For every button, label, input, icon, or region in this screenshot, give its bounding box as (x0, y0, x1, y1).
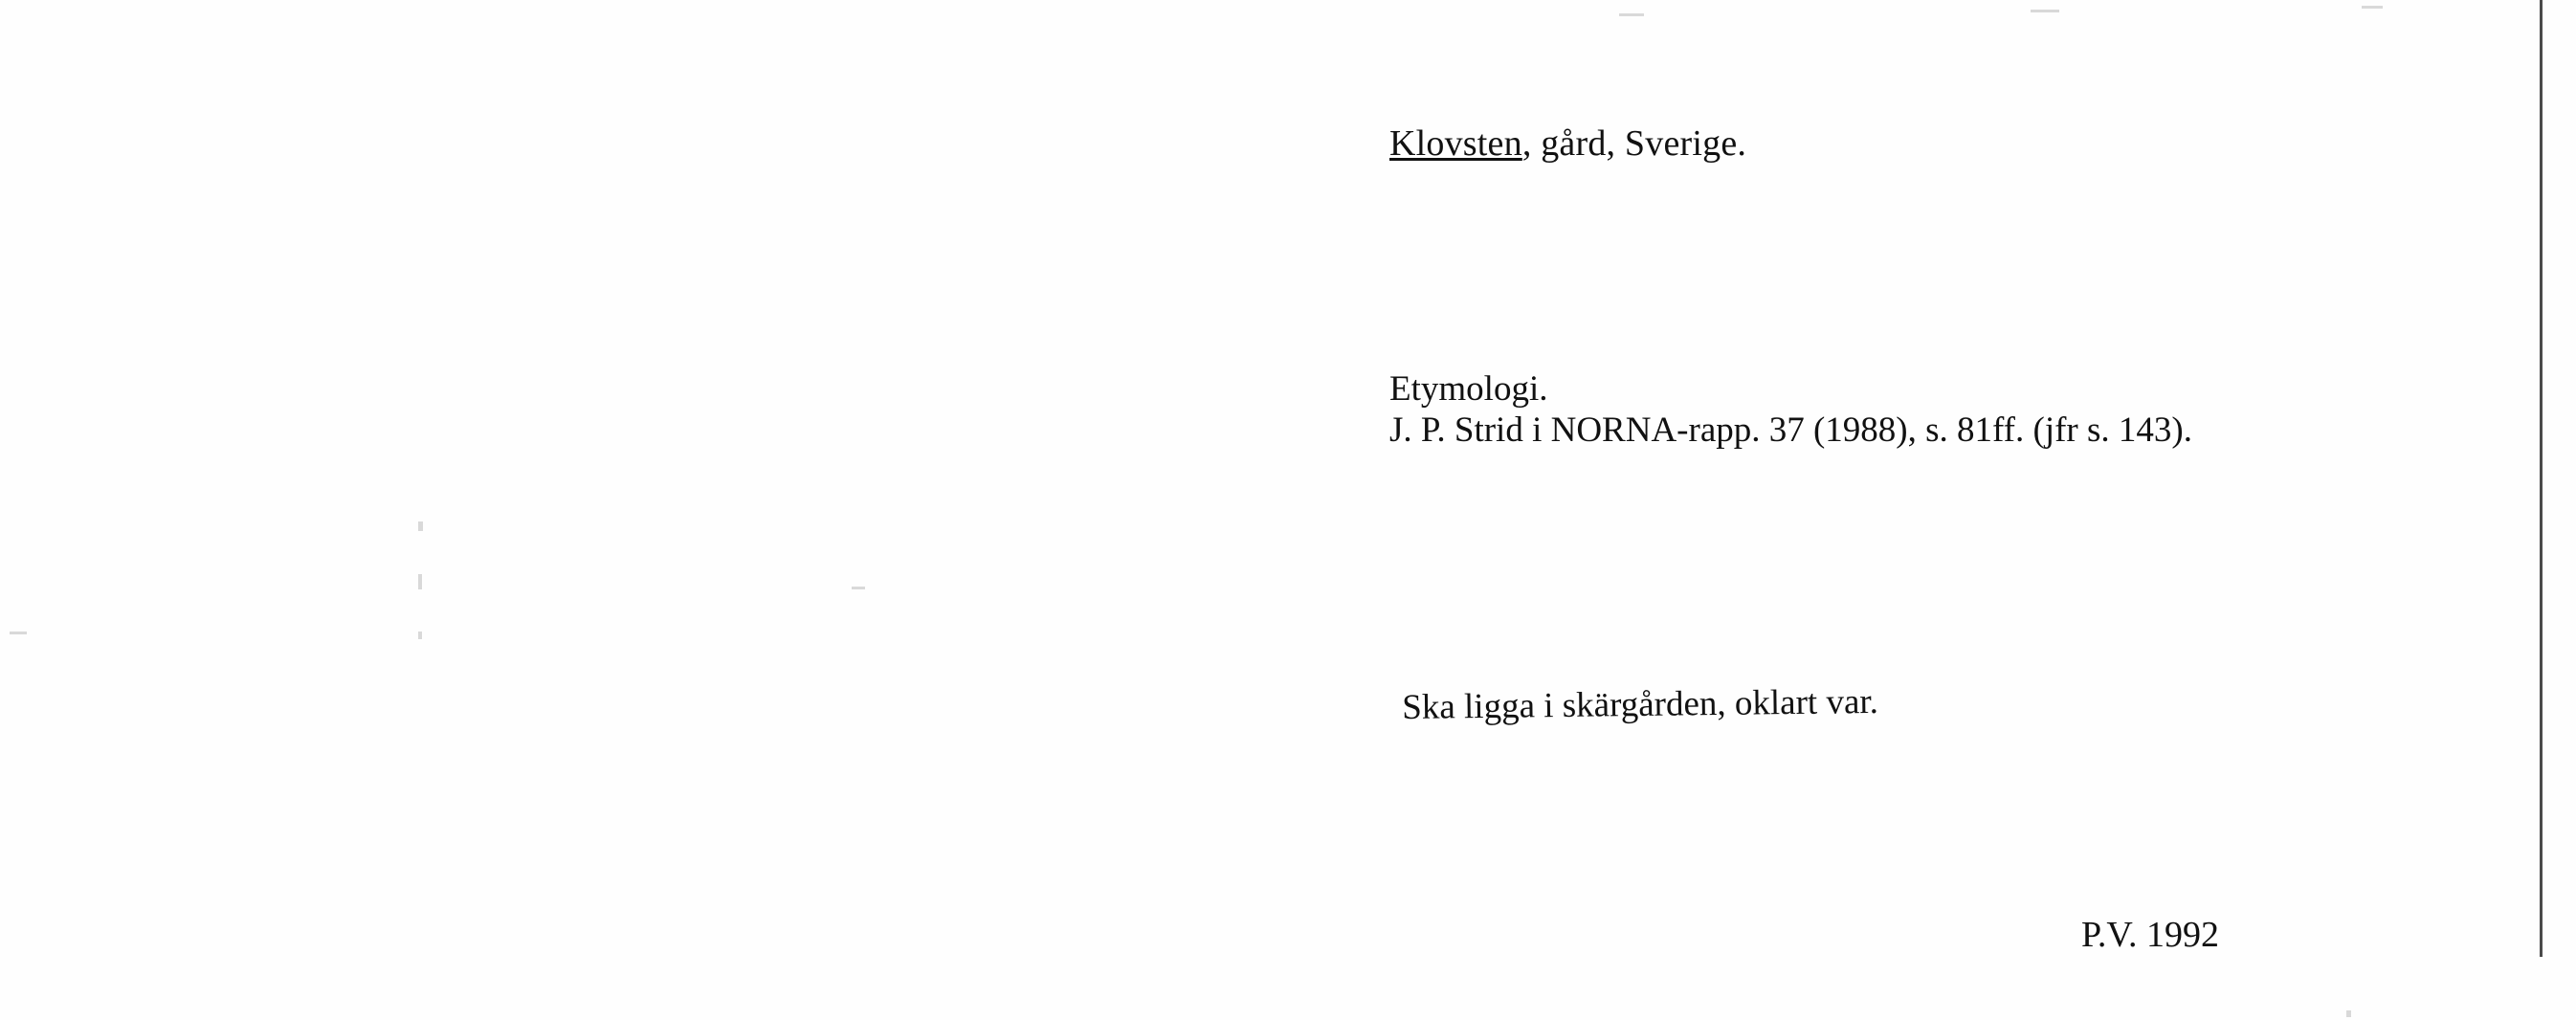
scan-speck (2031, 10, 2059, 12)
entry-headword-line (1389, 122, 1746, 165)
scan-speck (1619, 13, 1644, 16)
scan-speck (852, 587, 865, 589)
etymology-block (1389, 368, 2452, 452)
etymology-reference: J. P. Strid i NORNA-rapp. 37 (1988), s. 81ff. (jfr s. 143). (1389, 410, 2192, 451)
scan-speck (418, 521, 423, 531)
page-edge-rule (2540, 0, 2543, 957)
entry-headword: Klovsten (1389, 123, 1522, 164)
location-note: Ska ligga i skärgården, oklart var. (1402, 681, 1879, 727)
scan-speck (2362, 6, 2383, 9)
etymology-label: Etymologi. (1389, 369, 1548, 409)
signature-and-year: P.V. 1992 (2081, 915, 2219, 955)
scan-speck (418, 632, 422, 639)
scan-speck (2346, 1010, 2351, 1017)
scan-speck (10, 632, 27, 634)
entry-headword-qualifier: , gård, Sverige. (1521, 123, 1747, 164)
scan-speck (418, 574, 422, 589)
